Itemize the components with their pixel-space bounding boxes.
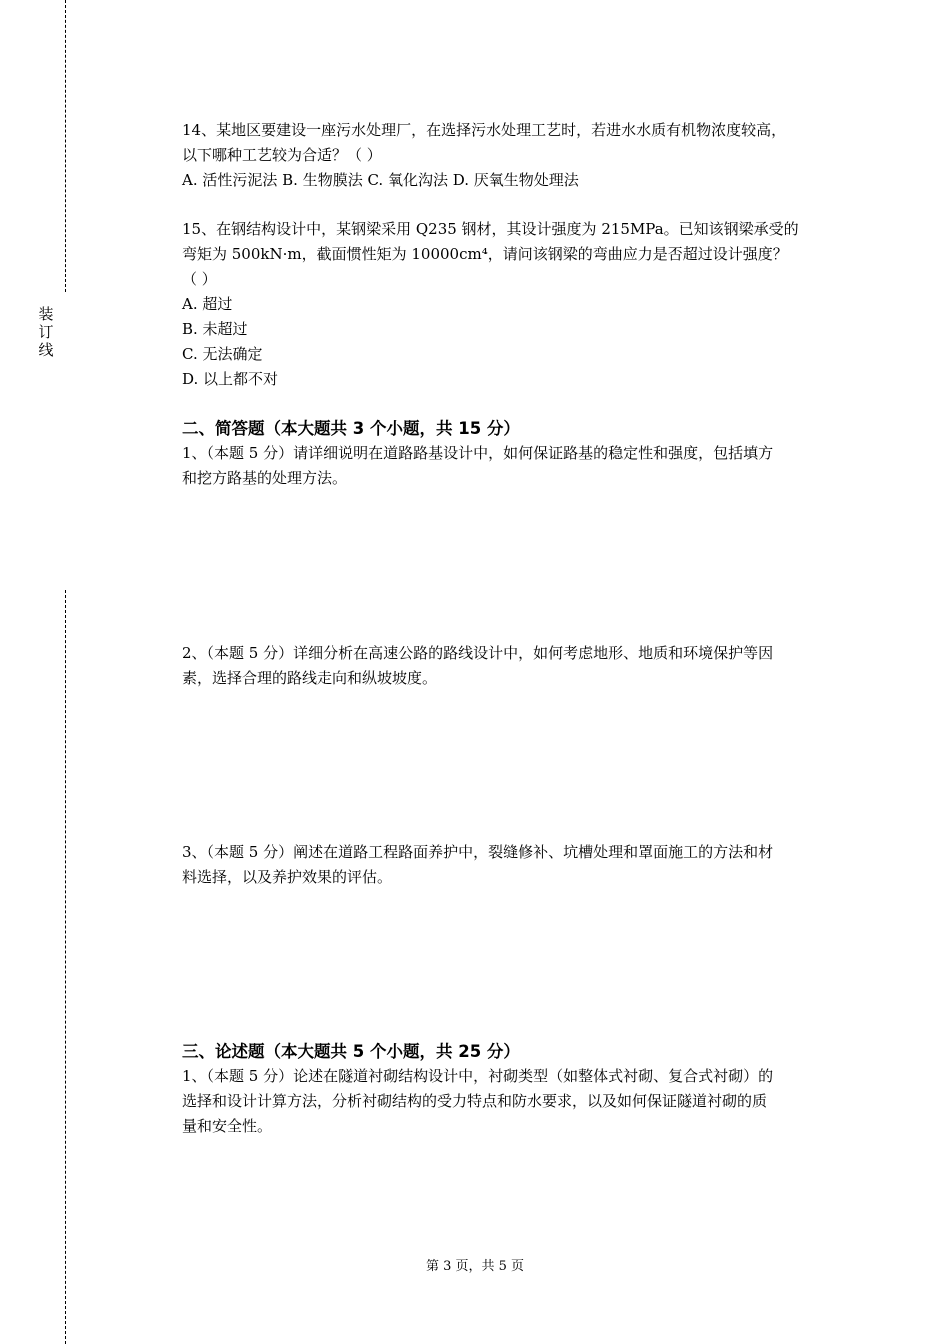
section-2-question-2	[182, 641, 842, 691]
question-14-line-1: 14、某地区要建设一座污水处理厂，在选择污水处理工艺时，若进水水质有机物浓度较高，	[182, 121, 787, 139]
section-2-heading: 二、简答题（本大题共 3 个小题，共 15 分）	[182, 419, 520, 438]
section-2-question-3-line-2: 料选择，以及养护效果的评估。	[182, 868, 393, 886]
question-15-option-c: C. 无法确定	[182, 345, 263, 363]
question-15-option-a: A. 超过	[182, 295, 233, 313]
section-2-question-1-line-2: 和挖方路基的处理方法。	[182, 469, 348, 487]
question-15	[182, 217, 842, 392]
section-3-heading: 三、论述题（本大题共 5 个小题，共 25 分）	[182, 1042, 520, 1061]
section-2-question-1	[182, 441, 842, 491]
section-2-question-3-line-1: 3、（本题 5 分）阐述在道路工程路面养护中，裂缝修补、坑槽处理和罩面施工的方法和材	[182, 843, 774, 861]
question-15-option-d: D. 以上都不对	[182, 370, 279, 388]
question-15-line-2: 弯矩为 500kN·m，截面惯性矩为 10000cm⁴，请问该钢梁的弯曲应力是否超过设计强度？	[182, 245, 788, 263]
binding-line-top	[65, 0, 66, 292]
section-3-question-1	[182, 1064, 842, 1139]
section-3-question-1-line-1: 1、（本题 5 分）论述在隧道衬砌结构设计中，衬砌类型（如整体式衬砌、复合式衬砌）的	[182, 1067, 774, 1085]
section-2-question-2-line-2: 素，选择合理的路线走向和纵坡坡度。	[182, 669, 438, 687]
section-2-question-1-line-1: 1、（本题 5 分）请详细说明在道路路基设计中，如何保证路基的稳定性和强度，包括填方	[182, 444, 774, 462]
binding-line-bottom	[65, 590, 66, 1344]
section-2-question-2-line-1: 2、（本题 5 分）详细分析在高速公路的路线设计中，如何考虑地形、地质和环境保护等因	[182, 644, 774, 662]
question-14-options: A. 活性污泥法 B. 生物膜法 C. 氧化沟法 D. 厌氧生物处理法	[182, 171, 579, 189]
question-14	[182, 118, 842, 193]
section-2-question-3	[182, 840, 842, 890]
page-number: 第 3 页，共 5 页	[425, 1259, 525, 1274]
section-3-question-1-line-3: 量和安全性。	[182, 1117, 273, 1135]
binding-label: 装订线	[38, 305, 54, 359]
question-15-line-3: （ ）	[182, 270, 217, 288]
question-15-option-b: B. 未超过	[182, 320, 248, 338]
section-3-question-1-line-2: 选择和设计计算方法，分析衬砌结构的受力特点和防水要求，以及如何保证隧道衬砌的质	[182, 1092, 768, 1110]
question-14-line-2: 以下哪种工艺较为合适？（ ）	[182, 146, 382, 164]
question-15-line-1: 15、在钢结构设计中，某钢梁采用 Q235 钢材，其设计强度为 215MPa。已知该钢梁承受的	[182, 220, 799, 238]
